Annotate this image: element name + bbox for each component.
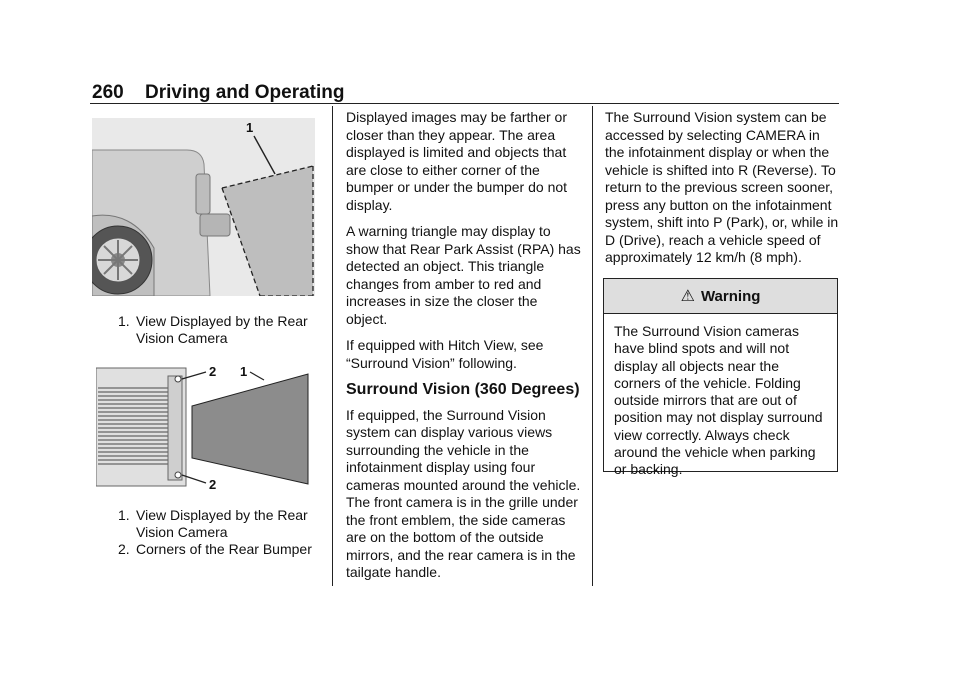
warning-triangle-icon: ⚠: [680, 288, 695, 305]
figure2-callout-2-top: 2: [209, 364, 217, 379]
page-header: [92, 82, 345, 104]
figure2-callout-1: 1: [240, 364, 248, 379]
paragraph: Displayed images may be farther or closer than they appear. The area displayed is limited and objects that are close to either corner of the bumper or under the bumper do not display.: [346, 109, 568, 213]
caption-item: 1. View Displayed by the Rear Vision Camera: [118, 313, 308, 346]
warning-box: [603, 278, 838, 478]
paragraph: The Surround Vision system can be accessed by selecting CAMERA in the infotainment display or when the vehicle is shifted into R (Reverse). To return to the previous screen sooner, press any button on the infotainment system, shift into P (Park), or, while in D (Drive), reach a vehicle speed of approximately 12 km/h (8 mph).: [605, 109, 839, 265]
figure1-callout-1: 1: [246, 120, 254, 135]
column-2: [346, 109, 581, 591]
warning-header: [604, 279, 837, 314]
column-divider-2: [592, 106, 593, 586]
column-3: [605, 109, 840, 276]
caption-item: 1. View Displayed by the Rear Vision Camera: [118, 507, 308, 540]
figure1-caption: [118, 313, 323, 347]
column-divider-1: [332, 106, 333, 586]
figure2-callout-2-bottom: 2: [209, 477, 217, 492]
section-heading: Surround Vision (360 Degrees): [346, 381, 580, 398]
paragraph: If equipped with Hitch View, see “Surround Vision” following.: [346, 337, 544, 371]
header-rule: [90, 103, 839, 104]
paragraph: A warning triangle may display to show that Rear Park Assist (RPA) has detected an object. This triangle changes from amber to red and increases in size the closer the object.: [346, 223, 581, 327]
figure-rear-bumper-top-view: [96, 362, 318, 492]
warning-title: Warning: [700, 287, 761, 305]
figure-rear-camera-view: [92, 118, 315, 296]
paragraph: If equipped, the Surround Vision system can display various views surrounding the vehicle in the infotainment display using four cameras mounted around the vehicle. The front camera is in the grille under the front emblem, the side cameras are on the bottom of the outside mirrors, and the rear camera is in the tailgate handle.: [346, 406, 581, 580]
warning-text: The Surround Vision cameras have blind spots and will not display all objects near the corners of the vehicle. Folding outside mirrors that are out of position may not display surround view correctly. Always check around the vehicle when parking or backing.: [614, 323, 823, 478]
page-title: Driving and Operating: [144, 82, 345, 103]
caption-item: 2. Corners of the Rear Bumper: [118, 541, 312, 557]
figure2-caption: [118, 507, 328, 558]
page-number: 260: [92, 82, 124, 103]
